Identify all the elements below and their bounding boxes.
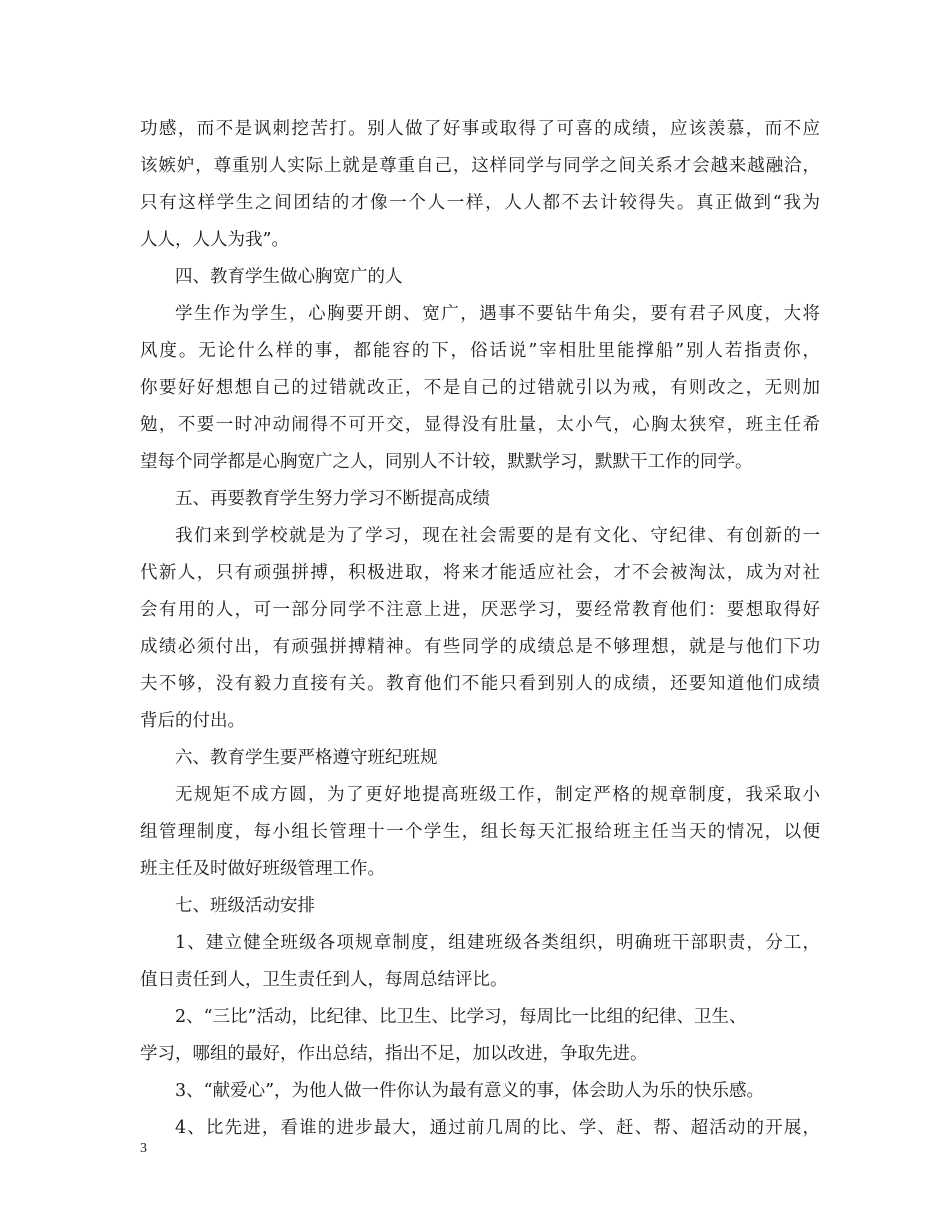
body-text-line: 组管理制度，每小组长管理十一个学生，组长每天汇报给班主任当天的情况，以便	[140, 822, 820, 842]
body-text-line: 背后的付出。	[140, 711, 245, 731]
paragraph-first-line: 我们来到学校就是为了学习，现在社会需要的是有文化、守纪律、有创新的一	[175, 526, 820, 546]
list-item-first-line: 1、建立健全班级各项规章制度，组建班级各类组织，明确班干部职责，分工，	[175, 933, 820, 953]
section-heading: 四、教育学生做心胸宽广的人	[175, 267, 403, 287]
body-text-line: 会有用的人，可一部分同学不注意上进，厌恶学习，要经常教育他们：要想取得好	[140, 600, 820, 620]
page-number: 3	[140, 1141, 147, 1156]
list-item-first-line: 3、“献爱心”，为他人做一件你认为最有意义的事，体会助人为乐的快乐感。	[175, 1081, 765, 1101]
body-text-line: 班主任及时做好班级管理工作。	[140, 859, 385, 879]
body-text-line: 风度。无论什么样的事，都能容的下，俗话说”宰相肚里能撑船”别人若指责你，	[140, 341, 820, 361]
section-heading: 五、再要教育学生努力学习不断提高成绩	[175, 489, 490, 509]
body-text-line: 夫不够，没有毅力直接有关。教育他们不能只看到别人的成绩，还要知道他们成绩	[140, 674, 820, 694]
section-heading: 七、班级活动安排	[175, 896, 315, 916]
body-text-line: 望每个同学都是心胸宽广之人，同别人不计较，默默学习，默默干工作的同学。	[140, 452, 753, 472]
paragraph-first-line: 无规矩不成方圆，为了更好地提高班级工作，制定严格的规章制度，我采取小	[175, 785, 820, 805]
body-text-line: 你要好好想想自己的过错就改正，不是自己的过错就引以为戒，有则改之，无则加	[140, 378, 820, 398]
body-text-line: 代新人，只有顽强拼搏，积极进取，将来才能适应社会，才不会被淘汰，成为对社	[140, 563, 820, 583]
body-text-line: 学习，哪组的最好，作出总结，指出不足，加以改进，争取先进。	[140, 1044, 648, 1064]
body-text-line: 该嫉妒，尊重别人实际上就是尊重自己，这样同学与同学之间关系才会越来越融洽，	[140, 156, 820, 176]
list-item-first-line: 2、“三比”活动，比纪律、比卫生、比学习，每周比一比组的纪律、卫生、	[175, 1007, 747, 1027]
section-heading: 六、教育学生要严格遵守班纪班规	[175, 748, 438, 768]
body-text-line: 值日责任到人，卫生责任到人，每周总结评比。	[140, 970, 508, 990]
paragraph-first-line: 学生作为学生，心胸要开朗、宽广，遇事不要钻牛角尖，要有君子风度，大将	[175, 304, 820, 324]
list-item-first-line: 4、比先进，看谁的进步最大，通过前几周的比、学、赶、帮、超活动的开展，	[175, 1118, 820, 1138]
body-text-line: 功感，而不是讽刺挖苦打。别人做了好事或取得了可喜的成绩，应该羡慕，而不应	[140, 119, 820, 139]
body-text-line: 人人，人人为我”。	[140, 230, 289, 250]
body-text-line: 成绩必须付出，有顽强拼搏精神。有些同学的成绩总是不够理想，就是与他们下功	[140, 637, 820, 657]
body-text-line: 勉，不要一时冲动闹得不可开交，显得没有肚量，太小气，心胸太狭窄，班主任希	[140, 415, 820, 435]
body-text-line: 只有这样学生之间团结的才像一个人一样，人人都不去计较得失。真正做到“我为	[140, 193, 820, 213]
